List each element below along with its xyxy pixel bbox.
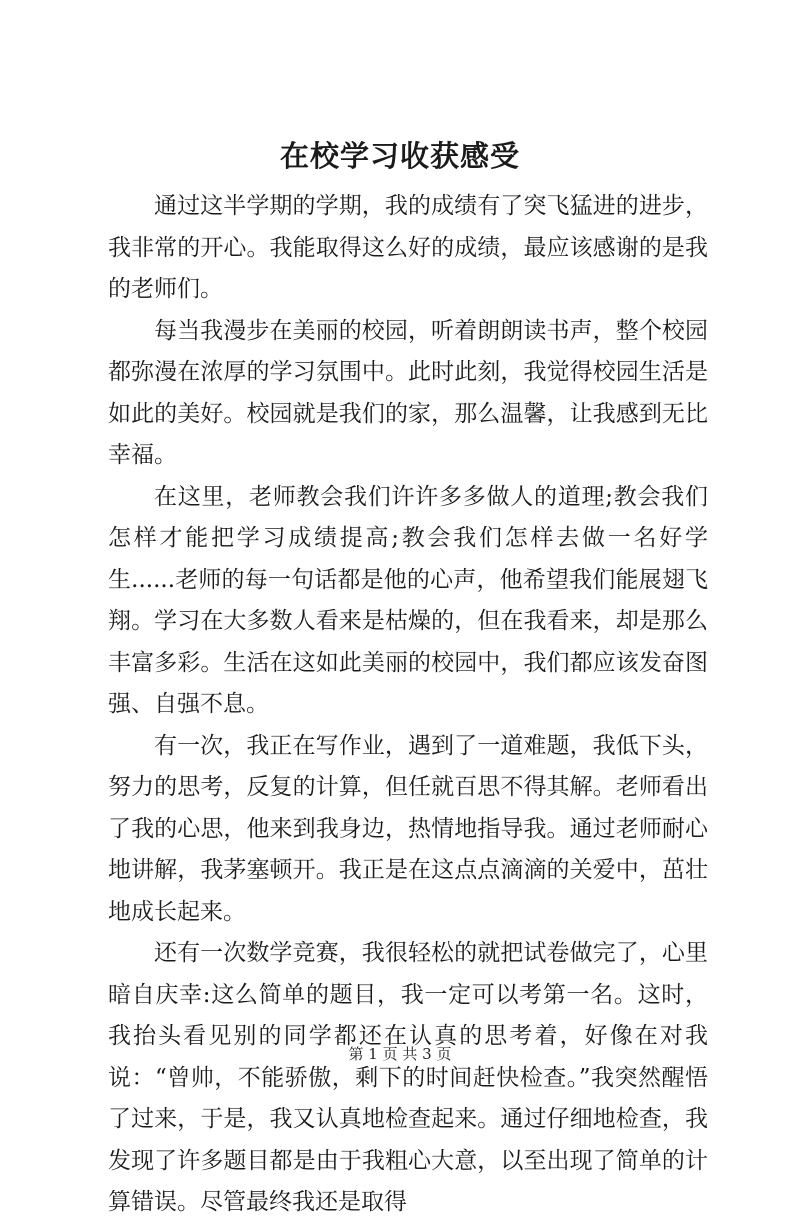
paragraph: 在这里，老师教会我们许许多多做人的道理;教会我们怎样才能把学习成绩提高;教会我们怎样去做一名好学生......老师的每一句话都是他的心声，他希望我们能展翅飞翔。学习在大多数人看来是枯燥的，但在我看来，却是那么丰富多彩。生活在这如此美丽的校园中，我们都应该发奋图强、自强不息。 [108, 483, 708, 717]
document-body [108, 186, 708, 1224]
page-number-footer: 第 1 页 共 3 页 [348, 1045, 452, 1063]
paragraph: 有一次，我正在写作业，遇到了一道难题，我低下头，努力的思考，反复的计算，但任就百思不得其解。老师看出了我的心思，他来到我身边，热情地指导我。通过老师耐心地讲解，我茅塞顿开。我正是在这点点滴滴的关爱中，茁壮地成长起来。 [108, 732, 708, 925]
paragraph: 通过这半学期的学期，我的成绩有了突飞猛进的进步，我非常的开心。我能取得这么好的成绩，最应该感谢的是我的老师们。 [108, 193, 708, 302]
paragraph: 还有一次数学竞赛，我很轻松的就把试卷做完了，心里暗自庆幸:这么简单的题目，我一定可以考第一名。这时，我抬头看见别的同学都还在认真的思考着，好像在对我说：“曾帅，不能骄傲，剩下的时间赶快检查。”我突然醒悟了过来，于是，我又认真地检查起来。通过仔细地检查，我发现了许多题目都是由于我粗心大意，以至出现了简单的计算错误。尽管最终我还是取得 [108, 940, 708, 1215]
paragraph: 每当我漫步在美丽的校园，听着朗朗读书声，整个校园都弥漫在浓厚的学习氛围中。此时此刻，我觉得校园生活是如此的美好。校园就是我们的家，那么温馨，让我感到无比幸福。 [108, 317, 708, 468]
document-title: 在校学习收获感受 [279, 139, 520, 173]
